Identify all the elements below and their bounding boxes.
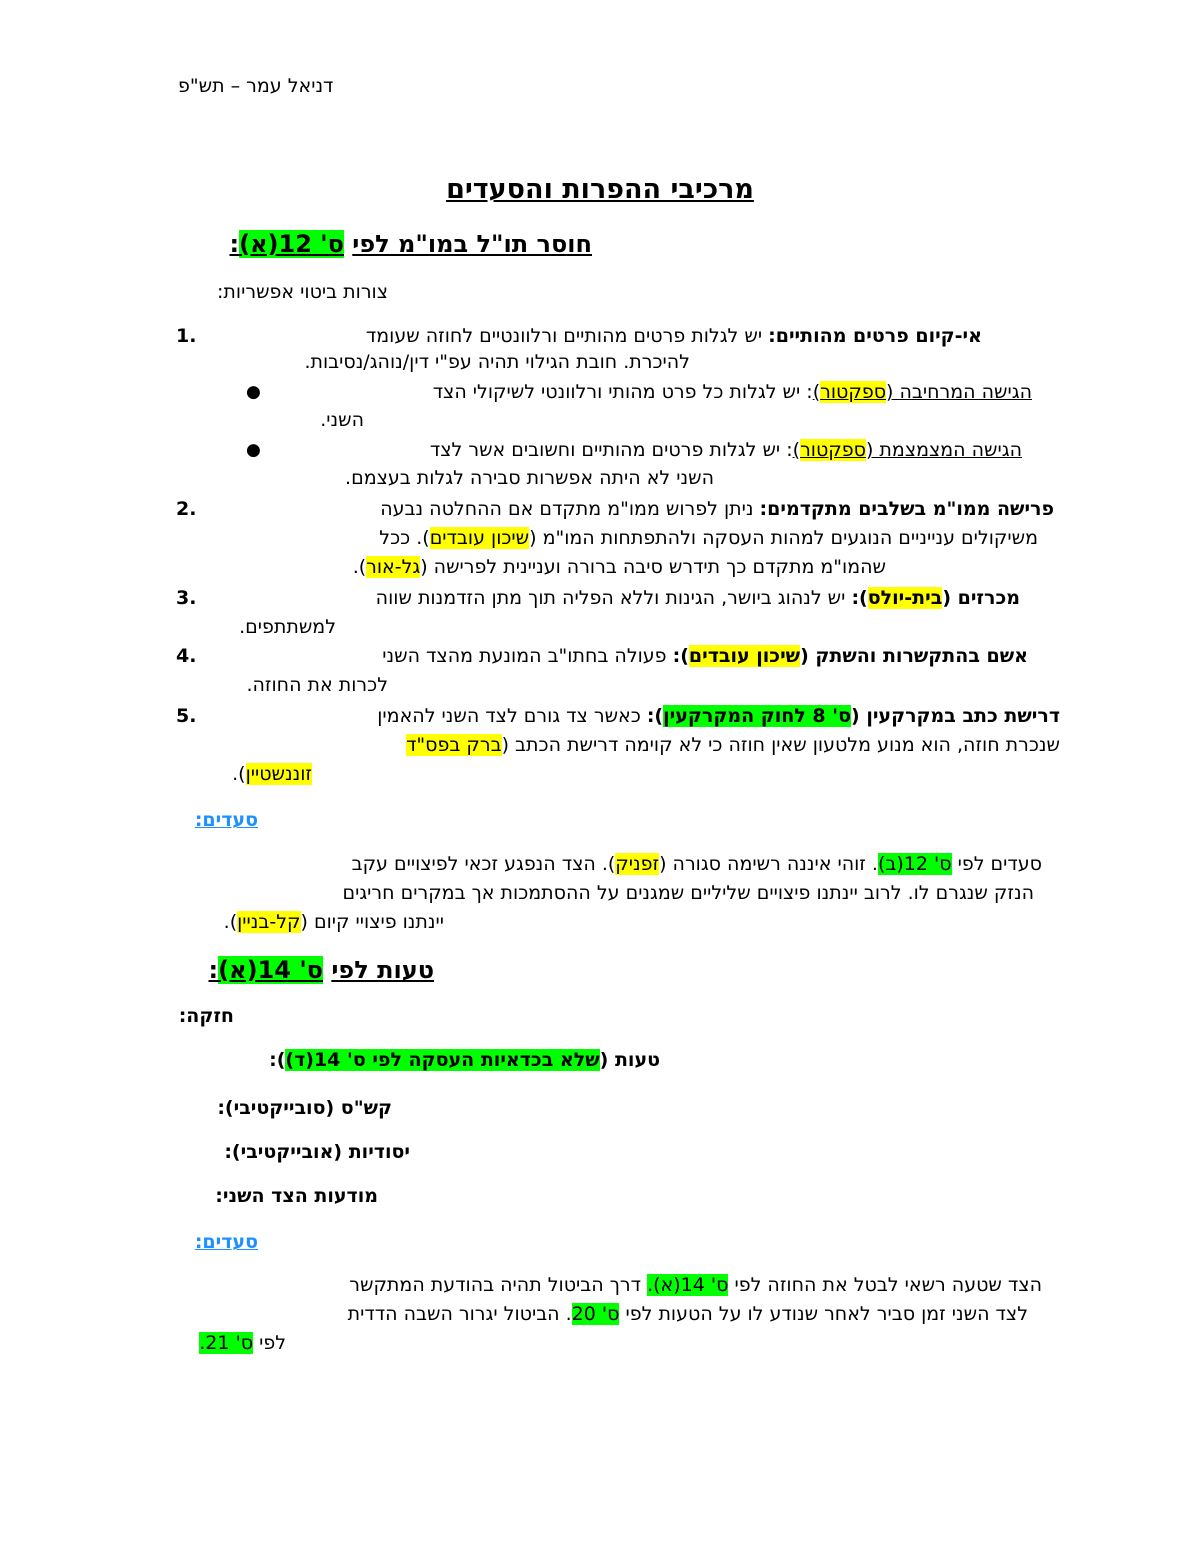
heading-text: טעות לפי [331,956,434,984]
list-item [382,642,1028,670]
remedies-text [349,1271,1042,1299]
sub-heading: חזקה: [178,1005,234,1027]
citation-highlight: ברק בפס"ד [406,734,502,756]
remedies-line: יינתנו פיצויי קיום ( [300,911,444,933]
item-text: שנכרת חוזה, הוא מנוע מלטעון שאין חוזה כי לא קוימה דרישת הכתב ( [501,734,1060,756]
citation-highlight: שלא בכדאיות העסקה לפי ס' 14(ד) [285,1049,600,1071]
bullet-icon: ● [246,440,261,460]
bullet-item-cont: השני. [320,409,364,431]
list-item-cont: להיכרת. חובת הגילוי תהיה עפ"י דין/נוהג/נסיבות. [304,351,690,373]
remedies-line: לצד השני זמן סביר לאחר שנודע לו על הטעות לפי [619,1303,1028,1325]
item-text: ). [352,556,367,578]
list-item [366,322,982,350]
citation-highlight: ספקטור [820,381,887,403]
list-item-cont: לכרות את החוזה. [246,674,388,696]
page-title: מרכיבי ההפרות והסעדים [446,174,754,205]
list-item-cont [232,760,312,788]
heading-citation: ס' 12 [278,230,344,258]
remedies-text [352,850,1042,878]
list-item-cont: למשתתפים. [239,616,336,638]
heading-citation: ס' 14 [257,956,323,984]
citation-highlight: ס' 14(א). [647,1274,729,1296]
list-item [376,584,1020,612]
item-label: אי-קיום פרטים מהותיים: [768,325,982,347]
section-heading-1 [229,226,592,262]
heading-colon: : [208,956,219,984]
citation-highlight: זפניק [615,853,660,875]
remedies-line: סעדים לפי [951,853,1042,875]
remedies-line: דרך הביטול תהיה בהודעת המתקשר [349,1274,648,1296]
bullet-item-cont: השני לא היתה אפשרות סבירה לגלות בעצמם. [345,467,714,489]
remedies-text [348,1300,1028,1328]
remedies-line: לפי [253,1332,286,1354]
item-text: פעולה בחתו"ב המונעת מהצד השני [382,645,673,667]
list-number: 4. [176,645,197,667]
item-text: יש לנהוג ביושר, הגינות וללא הפליה תוך מתן הזדמנות שווה [375,587,852,609]
item-label: ): [646,705,664,727]
item-label: פרישה ממו"מ בשלבים מתקדמים: [759,498,1054,520]
bullet-icon: ● [246,382,261,402]
citation-highlight: שיכון עובדים [688,645,801,667]
item-text: ניתן לפרוש ממו"מ מתקדם אם ההחלטה נבעה [380,498,760,520]
citation-highlight: ס' 20 [571,1303,620,1325]
list-number: 3. [176,587,197,609]
remedies-text: הנזק שנגרם לו. לרוב יינתנו פיצויים שליליים שמגנים על ההסתמכות אך במקרים חריגים [342,882,1034,904]
bullet-item [430,436,1022,464]
item-label: דרישת כתב במקרקעין ( [851,705,1060,727]
list-number: 2. [176,498,197,520]
citation-highlight: שיכון עובדים [429,527,530,549]
item-text: ). ככל [379,527,430,549]
item-label: ): [672,645,689,667]
sub-heading-text: ): [269,1049,286,1071]
section-heading-2 [209,952,434,988]
remedies-line: ). הצד הנפגע זכאי לפיצויים עקב [351,853,616,875]
sub-heading: יסודיות (אובייקטיבי): [224,1141,410,1163]
citation-highlight: בית-יולס [867,587,943,609]
item-text: כאשר צד גורם לצד השני להאמין [377,705,647,727]
bullet-label: הגישה המרחיבה ( [886,381,1032,403]
item-label: אשם בהתקשרות והשתק ( [800,645,1028,667]
list-number: 5. [176,705,197,727]
remedies-heading: סעדים: [194,809,258,831]
heading-citation-sub: (א) [218,956,258,984]
item-text: משיקולים ענייניים הנוגעים למהות העסקה ולהתפתחות המו"מ ( [529,527,1038,549]
remedies-line: . הביטול יגרור השבה הדדית [347,1303,572,1325]
bullet-label: הגישה המצמצמת ( [865,439,1022,461]
remedies-heading: סעדים: [194,1231,258,1253]
heading-colon: : [229,230,240,258]
page-header: דניאל עמר – תש"פ [178,75,334,97]
item-label: ): [851,587,868,609]
intro-text: צורות ביטוי אפשריות: [217,281,388,303]
list-item-cont [406,731,1060,759]
sub-heading: מודעות הצד השני: [215,1185,378,1207]
item-text: ). [232,763,246,785]
item-text: יש לגלות פרטים מהותיים ורלוונטיים לחוזה שעומד [365,325,769,347]
remedies-text [224,908,444,936]
sub-heading-text: טעות ( [599,1049,660,1071]
item-text: שהמו"מ מתקדם כך תידרש סיבה ברורה ועניינית לפרישה ( [420,556,886,578]
bullet-item [433,378,1032,406]
citation-highlight: ספקטור [800,439,866,461]
item-label: מכרזים ( [942,587,1020,609]
list-number: 1. [176,325,197,347]
sub-heading [269,1046,660,1074]
bullet-text: : יש לגלות כל פרט מהותי ורלוונטי לשיקולי הצד [432,381,813,403]
citation-highlight: ס' 12(ב) [877,853,952,875]
citation-highlight: ס' 8 לחוק המקרקעין [663,705,852,727]
bullet-text: : יש לגלות פרטים מהותיים וחשובים אשר לצד [429,439,793,461]
list-item-cont [379,524,1038,552]
heading-citation-sub: (א) [239,230,279,258]
heading-text: חוסר תו"ל במו"מ לפי [352,230,592,258]
citation-highlight: זוננשטיין [245,763,312,785]
remedies-text [199,1329,286,1357]
citation-highlight: ס' 21. [199,1332,254,1354]
remedies-line: הצד שטעה רשאי לבטל את החוזה לפי [728,1274,1042,1296]
citation-highlight: קל-בניין [237,911,301,933]
list-item [377,702,1060,730]
sub-heading: קש"ס (סובייקטיבי): [217,1097,392,1119]
remedies-line: . זוהי איננה רשימה סגורה ( [659,853,878,875]
bullet-label-close: ) [812,381,821,403]
citation-highlight: גל-אור [366,556,421,578]
bullet-label-close: ) [792,439,801,461]
remedies-line: ). [223,911,238,933]
list-item [380,495,1054,523]
list-item-cont [353,553,886,581]
